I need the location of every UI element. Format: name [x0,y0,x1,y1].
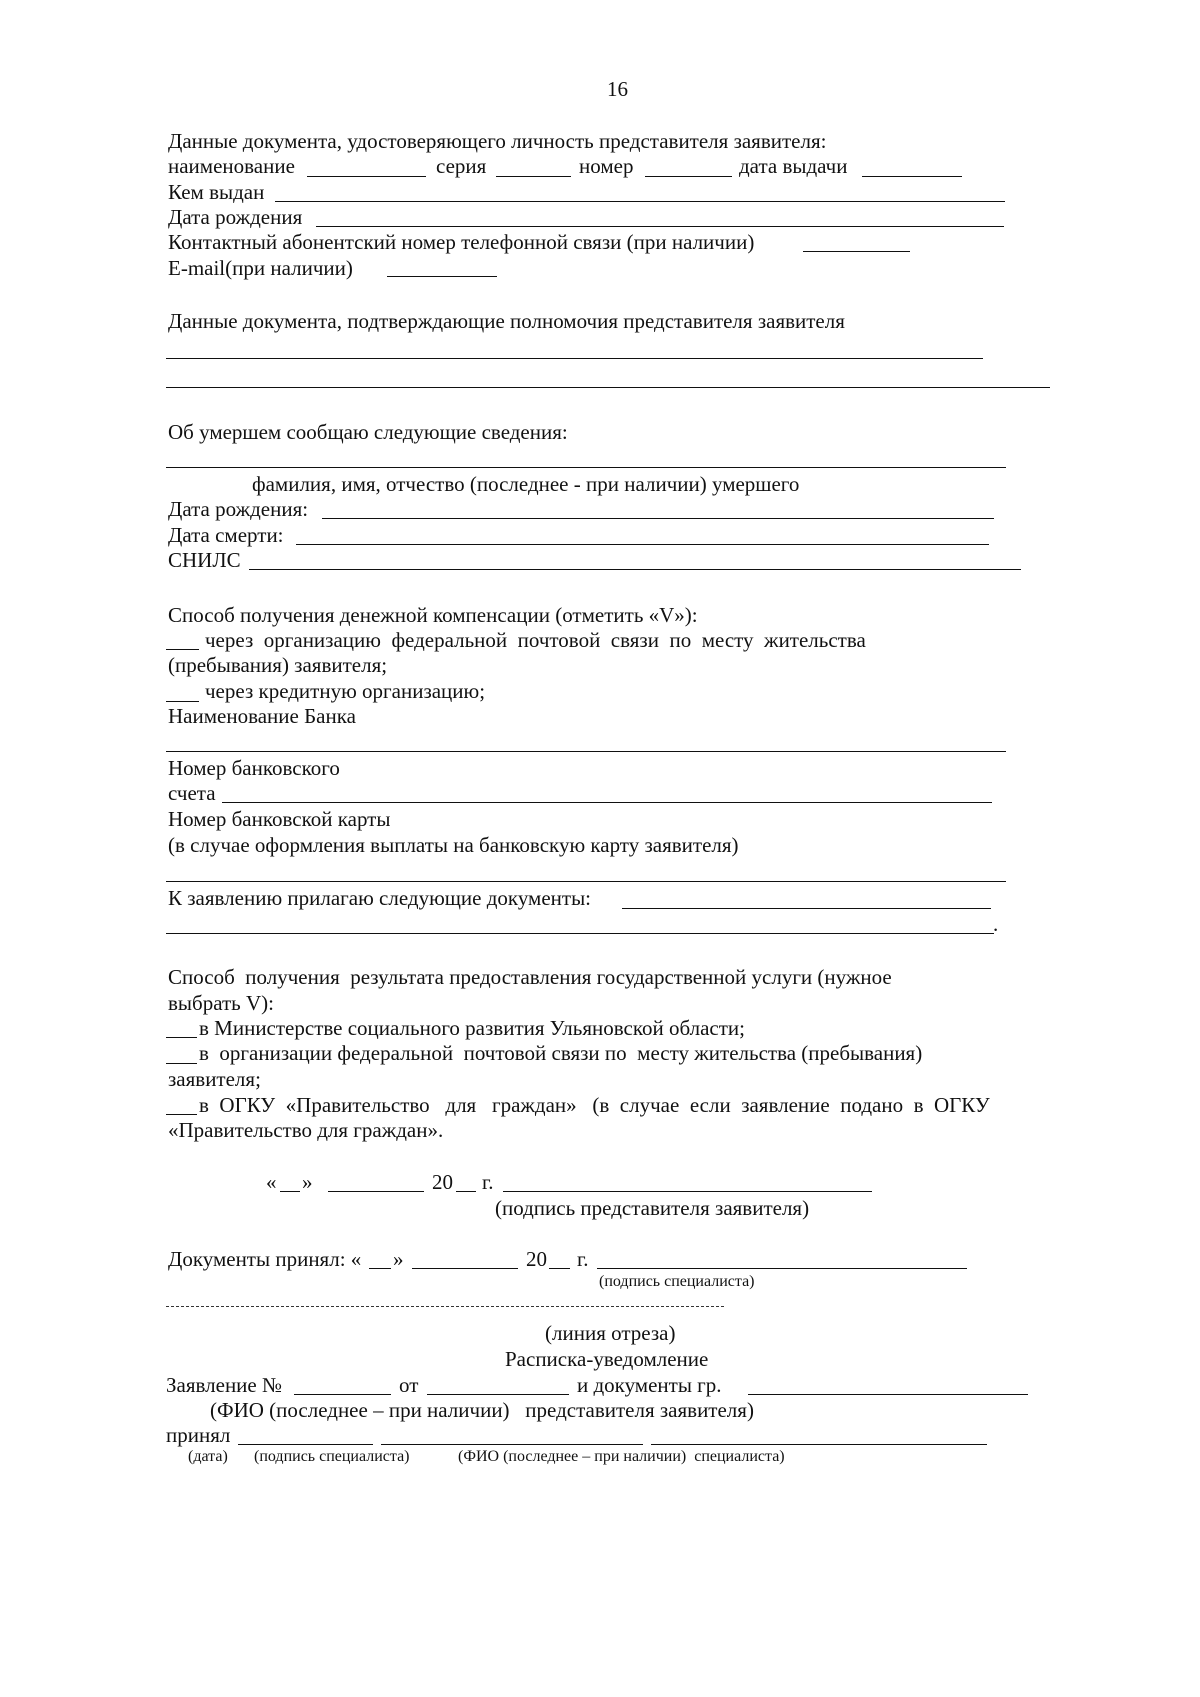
deceased-birth-field[interactable] [322,518,994,519]
sign-year-suffix: г. [482,1170,494,1194]
phone-field[interactable] [803,251,910,252]
compensation-bank-option: через кредитную организацию; [205,679,486,703]
specialist-signature-caption: (подпись специалиста) [599,1273,755,1290]
result-ogku-option: в ОГКУ «Правительство для граждан» (в случае если заявление подано в ОГКУ [199,1093,990,1117]
doc-issue-date-label: дата выдачи [739,154,848,178]
rep-birth-date-label: Дата рождения [168,205,303,229]
accepted-month-field[interactable] [412,1268,518,1269]
doc-name-label: наименование [168,154,295,178]
sign-day-field[interactable] [280,1191,300,1192]
rep-doc-heading: Данные документа, удостоверяющего личность представителя заявителя: [168,129,827,153]
receipt-signature-field[interactable] [381,1444,643,1445]
doc-series-field[interactable] [496,176,571,177]
result-post-option: в организации федеральной почтовой связи по месту жительства (пребывания) [199,1041,923,1065]
specialist-signature-field[interactable] [597,1268,967,1269]
statement-date-field[interactable] [427,1394,569,1395]
card-field[interactable] [166,881,1006,882]
citizen-name-field[interactable] [748,1394,1028,1395]
authority-heading: Данные документа, подтверждающие полномочия представителя заявителя [168,309,845,333]
accepted-year-prefix: 20 [526,1247,547,1271]
account-label: Номер банковского [168,756,340,780]
receipt-signature-caption: (подпись специалиста) [254,1448,410,1465]
attachments-field-1[interactable] [622,908,991,909]
bank-name-label: Наименование Банка [168,704,356,728]
sign-year-field[interactable] [456,1191,476,1192]
sign-month-field[interactable] [328,1191,424,1192]
rep-birth-date-field[interactable] [316,226,1004,227]
account-label-cont: счета [168,781,216,805]
receipt-rep-caption: (ФИО (последнее – при наличии) представителя заявителя) [210,1398,754,1422]
compensation-post-option-cont: (пребывания) заявителя; [168,653,388,677]
rep-signature-field[interactable] [503,1191,872,1192]
accepted-label: Документы принял: « [168,1247,362,1271]
result-heading-cont: выбрать V): [168,991,274,1015]
rep-signature-caption: (подпись представителя заявителя) [495,1196,810,1220]
result-heading: Способ получения результата предоставления государственной услуги (нужное [168,965,892,989]
attachments-label: К заявлению прилагаю следующие документы: [168,886,592,910]
accepted-year-suffix: г. [577,1247,589,1271]
statement-number-field[interactable] [294,1394,391,1395]
doc-number-field[interactable] [645,176,732,177]
deceased-death-field[interactable] [296,544,989,545]
account-field[interactable] [222,802,992,803]
receipt-date-caption: (дата) [188,1448,228,1465]
compensation-bank-checkbox[interactable] [166,701,199,702]
bank-name-field[interactable] [166,751,1006,752]
statement-number-label: Заявление № [166,1373,283,1397]
receipt-specialist-caption: (ФИО (последнее – при наличии) специалиста) [458,1448,785,1465]
issued-by-label: Кем выдан [168,180,265,204]
compensation-heading: Способ получения денежной компенсации (отметить «V»): [168,603,698,627]
email-label: E-mail(при наличии) [168,256,353,280]
deceased-name-field[interactable] [166,467,1006,468]
card-note: (в случае оформления выплаты на банковскую карту заявителя) [168,833,739,857]
issued-by-field[interactable] [275,201,1005,202]
card-label: Номер банковской карты [168,807,391,831]
snils-field[interactable] [249,569,1021,570]
authority-field-2[interactable] [166,387,1050,388]
receipt-specialist-name-field[interactable] [651,1444,987,1445]
deceased-birth-label: Дата рождения: [168,497,309,521]
authority-field-1[interactable] [166,358,983,359]
compensation-post-option: через организацию федеральной почтовой связи по месту жительства [205,628,866,652]
cut-line-caption: (линия отреза) [545,1321,676,1345]
email-field[interactable] [387,276,497,277]
phone-label: Контактный абонентский номер телефонной связи (при наличии) [168,230,755,254]
page-number: 16 [607,77,628,101]
accepted-day-field[interactable] [369,1268,391,1269]
accepted-date-close: » [393,1247,404,1271]
result-post-checkbox[interactable] [166,1063,197,1064]
receipt-accepted-label: принял [166,1423,231,1447]
doc-name-field[interactable] [307,176,426,177]
accepted-year-field[interactable] [549,1268,570,1269]
attachments-field-2[interactable] [166,933,994,934]
deceased-death-label: Дата смерти: [168,523,284,547]
doc-series-label: серия [436,154,487,178]
compensation-post-checkbox[interactable] [166,649,199,650]
deceased-name-caption: фамилия, имя, отчество (последнее - при наличии) умершего [252,472,800,496]
result-ogku-option-cont: «Правительство для граждан». [168,1118,444,1142]
result-ministry-option: в Министерстве социального развития Ульяновской области; [199,1016,745,1040]
snils-label: СНИЛС [168,548,241,572]
doc-issue-date-field[interactable] [862,176,962,177]
sign-date-open: « [266,1170,277,1194]
cut-line [166,1306,724,1307]
attachments-end-mark: . [993,912,999,936]
statement-from-label: от [399,1373,419,1397]
receipt-date-field[interactable] [238,1444,373,1445]
statement-docs-label: и документы гр. [577,1373,722,1397]
result-ogku-checkbox[interactable] [166,1114,197,1115]
sign-date-close: » [302,1170,313,1194]
receipt-title: Расписка-уведомление [505,1347,709,1371]
result-ministry-checkbox[interactable] [166,1037,197,1038]
deceased-heading: Об умершем сообщаю следующие сведения: [168,420,568,444]
sign-year-prefix: 20 [432,1170,453,1194]
doc-number-label: номер [579,154,634,178]
result-post-option-cont: заявителя; [168,1067,261,1091]
